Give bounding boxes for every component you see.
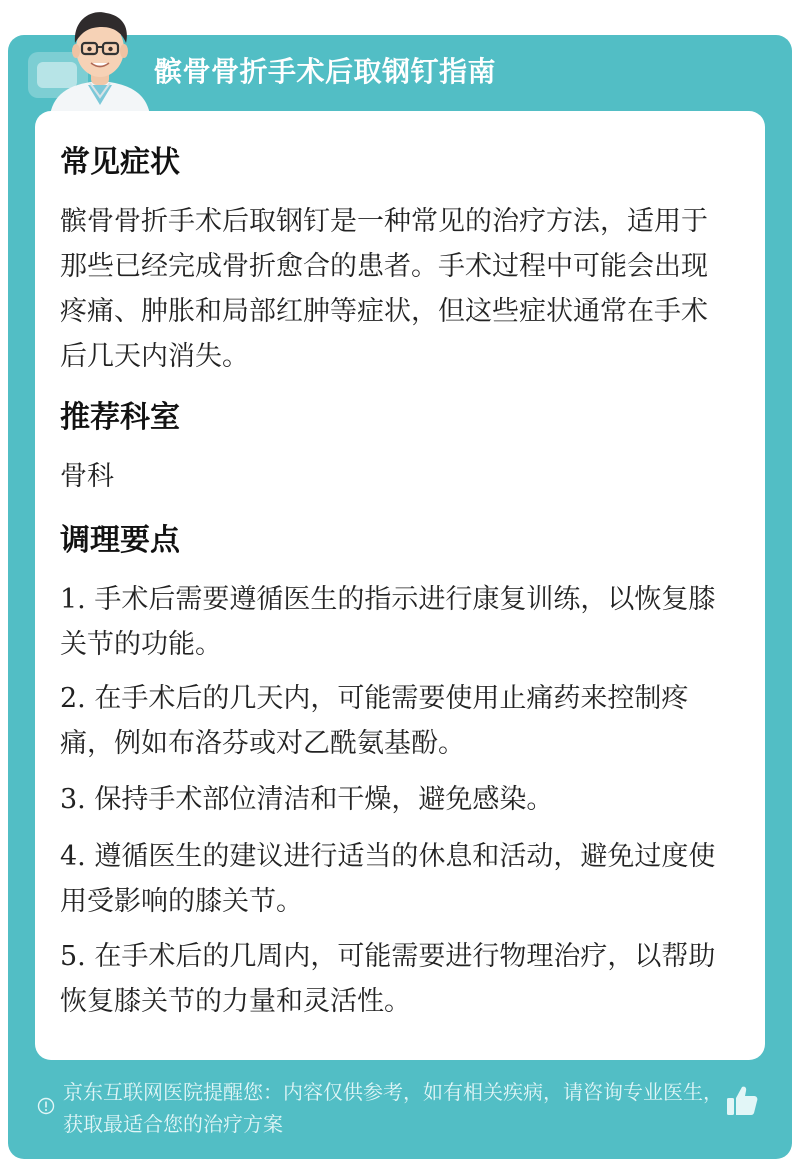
symptoms-heading: 常见症状 <box>60 145 180 180</box>
thumbs-up-icon[interactable] <box>724 1083 760 1119</box>
symptoms-text: 髌骨骨折手术后取钢钉是一种常见的治疗方法，适用于那些已经完成骨折愈合的患者。手术过程中可能会出现疼痛、肿胀和局部红肿等症状，但这些症状通常在手术后几天内消失。 <box>60 206 708 372</box>
care-item-1: 1. 手术后需要遵循医生的指示进行康复训练，以恢复膝关节的功能。 <box>60 584 716 660</box>
department-heading: 推荐科室 <box>60 400 180 435</box>
care-heading: 调理要点 <box>60 523 180 558</box>
care-item-5: 5. 在手术后的几周内，可能需要进行物理治疗，以帮助恢复膝关节的力量和灵活性。 <box>60 941 716 1017</box>
care-item-2: 2. 在手术后的几天内，可能需要使用止痛药来控制疼痛，例如布洛芬或对乙酰氨基酚。 <box>60 683 689 759</box>
care-item-3: 3. 保持手术部位清洁和干燥，避免感染。 <box>60 784 554 815</box>
doctor-avatar-icon <box>44 5 156 115</box>
page-title: 髌骨骨折手术后取钢钉指南 <box>154 55 497 88</box>
info-circle-icon <box>37 1097 55 1115</box>
department-text: 骨科 <box>60 461 114 492</box>
footer-disclaimer: 京东互联网医院提醒您：内容仅供参考，如有相关疾病，请咨询专业医生，获取最适合您的治疗方案 <box>63 1080 723 1136</box>
care-item-4: 4. 遵循医生的建议进行适当的休息和活动，避免过度使用受影响的膝关节。 <box>60 841 716 917</box>
